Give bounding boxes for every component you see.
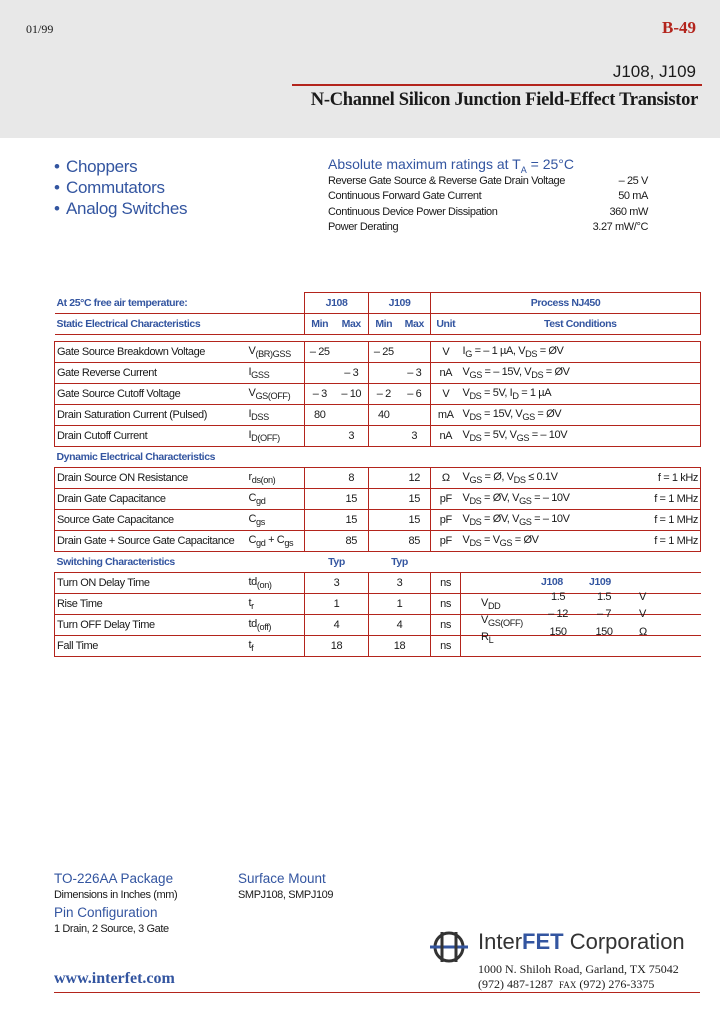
sw-cond-j109: J109 (589, 576, 611, 588)
unit-header: Unit (431, 314, 461, 335)
abs-max-row: Continuous Device Power Dissipation 360 mW (328, 206, 648, 218)
website-link[interactable]: www.interfet.com (54, 970, 175, 987)
col-process: Process NJ450 (431, 293, 701, 314)
table-row: Gate Source Cutoff Voltage $V_{GS(OFF)}$ – 3 – 10 – 2 – 6 V $V_{DS} = 5V$, $I_D = 1$ µA (55, 384, 701, 405)
surface-mount-parts: SMPJ108, SMPJ109 (238, 889, 334, 901)
pin-config-title: Pin Configuration (54, 905, 158, 920)
abs-max-row: Power Derating 3.27 mW/°C (328, 221, 648, 233)
table-row: Drain Source ON Resistance $r_{ds(on)}$ 8 12 Ω $V_{GS}$ = Ø, $V_{DS} \le 0.1V$ f = 1 kHz (55, 468, 701, 489)
table-row: Drain Gate Capacitance $C_{gd}$ 15 15 pF $V_{DS}$ = ØV, $V_{GS}$ = – 10V f = 1 MHz (55, 489, 701, 510)
interfet-logo-icon (428, 926, 470, 968)
typ-header: Typ (391, 556, 408, 568)
feature-item: • Analog Switches (54, 199, 188, 218)
static-title: Static Electrical Characteristics (56, 318, 201, 330)
company-address: 1000 N. Shiloh Road, Garland, TX 75042 (478, 962, 679, 976)
min-header: Min (369, 314, 399, 335)
table-row: Source Gate Capacitance $C_{gs}$ 15 15 pF $V_{DS}$ = ØV, $V_{GS}$ = – 10V f = 1 MHz (55, 510, 701, 531)
sw-cond-j108: J108 (541, 576, 563, 588)
table-row: Rise Time $t_r$ 1 1 ns $V_{DD}$ 1.5 1.5 V (55, 594, 701, 615)
footer-rule (54, 992, 700, 993)
package-dims: Dimensions in Inches (mm) (54, 889, 178, 901)
feature-item: • Commutators (54, 178, 165, 197)
dynamic-title: Dynamic Electrical Characteristics (56, 451, 216, 463)
surface-mount-title: Surface Mount (238, 871, 326, 886)
company-name: InterFET Corporation (478, 929, 685, 954)
table-row: Turn ON Delay Time $td_{(on)}$ 3 3 ns J108 J109 (55, 573, 701, 594)
table-row: Turn OFF Delay Time $td_{(off)}$ 4 4 ns $V_{GS(OFF)}$ – 12 – 7 V (55, 615, 701, 636)
table-row: Fall Time $t_f$ 18 18 ns $R_L$ 150 150 Ω (55, 636, 701, 657)
abs-max-row: Reverse Gate Source & Reverse Gate Drain Voltage – 25 V (328, 175, 648, 187)
spec-table (54, 292, 701, 657)
min-header: Min (305, 314, 335, 335)
table-row: Drain Gate + Source Gate Capacitance $C_{gd} + C_{gs}$ 85 85 pF $V_{DS} = V_{GS}$ = ØV f = 1 MHz (55, 531, 701, 552)
company-phone: (972) 487-1287 FAX (972) 276-3375 (478, 977, 655, 991)
temp-note: At 25°C free air temperature: (56, 296, 188, 309)
table-row: Gate Source Breakdown Voltage $V_{(BR)GSS}$ – 25 – 25 V $I_G$ = – 1 µA, $V_{DS}$ = ØV (55, 342, 701, 363)
header-rule (292, 84, 702, 86)
page-title: N-Channel Silicon Junction Field-Effect Transistor (310, 90, 698, 110)
col-j109: J109 (369, 293, 431, 314)
max-header: Max (404, 318, 424, 330)
switching-title: Switching Characteristics (56, 556, 175, 568)
part-numbers: J108, J109 (612, 62, 696, 81)
abs-max-title: Absolute maximum ratings at $T_A = 25^\circ C$ (328, 156, 574, 175)
typ-header: Typ (328, 556, 345, 568)
col-j108: J108 (305, 293, 369, 314)
table-row: Drain Saturation Current (Pulsed) $I_{DSS}$ 80 40 mA $V_{DS} = 15V$, $V_{GS}$ = ØV (55, 405, 701, 426)
max-header: Max (341, 318, 361, 330)
page-number: B-49 (662, 18, 696, 37)
test-conditions-header: Test Conditions (461, 314, 701, 335)
table-row: Gate Reverse Current $I_{GSS}$ – 3 – 3 nA $V_{GS}$ = – 15V, $V_{DS}$ = ØV (55, 363, 701, 384)
package-title: TO-226AA Package (54, 871, 174, 886)
table-row: Drain Cutoff Current $I_{D(OFF)}$ 3 3 nA $V_{DS} = 5V$, $V_{GS}$ = – 10V (55, 426, 701, 447)
date-code: 01/99 (26, 22, 54, 36)
pin-config: 1 Drain, 2 Source, 3 Gate (54, 923, 169, 935)
feature-item: • Choppers (54, 157, 138, 176)
abs-max-row: Continuous Forward Gate Current 50 mA (328, 190, 648, 202)
